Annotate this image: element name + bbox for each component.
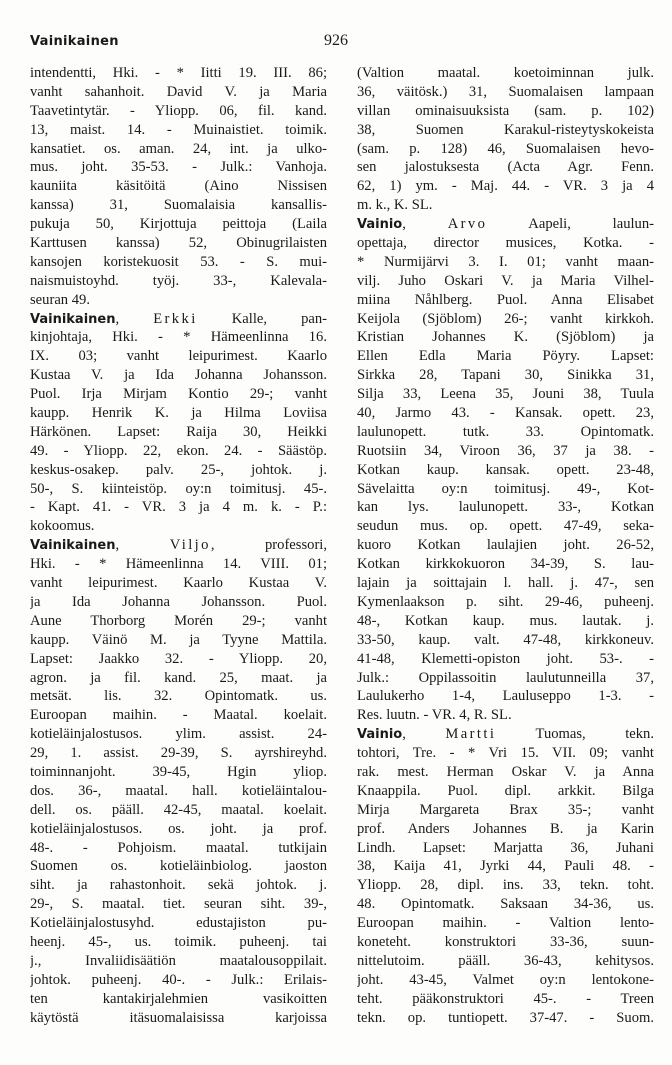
text-line <box>357 574 654 593</box>
text-line <box>30 782 327 801</box>
text-line <box>30 272 327 291</box>
line-text: (sam. p. 128) 46, Suomalaisen hevo- <box>357 140 654 157</box>
line-text: lajain ja soittajain l. hall. j. 47-, sen <box>357 575 654 592</box>
line-text: agron. ja fil. kand. 25, maat. ja <box>30 669 327 686</box>
text-line <box>30 328 327 347</box>
text-line <box>357 196 654 215</box>
text-line <box>30 158 327 177</box>
line-text: Tuomas, tekn. <box>496 726 654 743</box>
text-line <box>30 612 327 631</box>
text-line <box>30 669 327 688</box>
text-line <box>357 650 654 669</box>
line-text: 38, Kaija 41, Jyrki 44, Pauli 48. - <box>357 858 654 875</box>
line-text: m. k., K. SL. <box>357 197 433 214</box>
text-line <box>357 215 654 234</box>
text-line <box>357 140 654 159</box>
text-line <box>30 990 327 1009</box>
line-text: teht. pääkonstruktori 45-. - Treen <box>357 990 654 1007</box>
line-text: Kotieläinjalostusyhd. edustajiston pu- <box>30 915 327 932</box>
text-line <box>30 64 327 83</box>
text-line <box>30 725 327 744</box>
text-line <box>30 517 327 536</box>
text-line <box>357 857 654 876</box>
line-text: Ellen Edla Maria Pöyry. Lapset: <box>357 348 654 365</box>
line-text: miina Nåhlberg. Puol. Anna Elisabet <box>357 291 654 308</box>
text-line <box>357 404 654 423</box>
line-text: Karttusen kanssa) 52, Obinugrilaisten <box>30 235 327 252</box>
text-line <box>30 404 327 423</box>
line-text: Euroopan maihin. - Valtion lento- <box>357 915 654 932</box>
line-text: dell. os. pääll. 42-45, maatal. koelait. <box>30 801 327 818</box>
line-text: kaupp. Väinö M. ja Tyyne Mattila. <box>30 631 327 648</box>
entry-surname: Vainio <box>357 217 403 233</box>
text-line <box>30 1009 327 1028</box>
text-line <box>357 782 654 801</box>
text-line <box>357 669 654 688</box>
line-text: 40, Jarmo 43. - Kansak. opett. 23, <box>357 405 654 422</box>
text-line <box>357 347 654 366</box>
line-text: kuoro Kotkan laulajien joht. 26-52, <box>357 537 654 554</box>
text-line <box>357 631 654 650</box>
line-text: Aapeli, laulun- <box>487 216 654 233</box>
line-text: kansatiet. os. aman. 24, int. ja ulko- <box>30 140 327 157</box>
text-line <box>357 291 654 310</box>
text-line <box>357 64 654 83</box>
line-text: koneteht. konstruktori 33-36, suun- <box>357 933 654 950</box>
text-line <box>357 895 654 914</box>
text-line <box>30 347 327 366</box>
line-text: Knaappila. Puol. dipl. arkkit. Bilga <box>357 782 654 799</box>
line-text: kotieläinjalostusos. ylim. assist. 24- <box>30 726 327 743</box>
text-line <box>30 914 327 933</box>
line-text: IX. 03; vanht leipurimest. Kaarlo <box>30 348 327 365</box>
left-column <box>30 64 327 1027</box>
text-line <box>30 574 327 593</box>
line-text: vanht leipurimest. Kaarlo Kustaa V. <box>30 575 327 592</box>
line-text: heenj. 45-, us. toimik. puheenj. tai <box>30 933 327 950</box>
text-line <box>30 234 327 253</box>
line-text: villan ominaisuuksista (sam. p. 102) <box>357 102 654 119</box>
text-line <box>357 366 654 385</box>
line-text: Res. luutn. - VR. 4, R. SL. <box>357 707 512 724</box>
line-text: kauniita käsitöitä (Aino Nissisen <box>30 178 327 195</box>
line-text: Silja 33, Leena 35, Jouni 38, Tuula <box>357 386 654 403</box>
text-line <box>30 498 327 517</box>
line-text: mus. joht. 35-53. - Julk.: Vanhoja. <box>30 159 327 176</box>
text-line <box>30 536 327 555</box>
line-text: ja Ida Johanna Johansson. Puol. <box>30 593 327 610</box>
line-text: Kotkan kaup. kansak. opett. 23-48, <box>357 461 654 478</box>
text-line <box>357 990 654 1009</box>
line-text: metsät. lis. 32. Opintomatk. us. <box>30 688 327 705</box>
line-text: Kalle, pan- <box>197 310 327 327</box>
line-text: opettaja, director musices, Kotka. - <box>357 235 654 252</box>
line-text: kansojen koristekuosit 53. - S. mui- <box>30 253 327 270</box>
entry-surname: Vainio <box>357 727 403 743</box>
text-line <box>30 801 327 820</box>
text-line <box>30 423 327 442</box>
text-line <box>357 952 654 971</box>
text-line <box>30 650 327 669</box>
text-line <box>357 820 654 839</box>
text-line <box>357 517 654 536</box>
line-text: tekn. op. tuntiopett. 37-47. - Suom. <box>357 1009 654 1026</box>
right-column <box>357 64 654 1027</box>
text-line <box>357 706 654 725</box>
line-text: johtok. puheenj. 40-. - Julk.: Erilais- <box>30 971 327 988</box>
text-line <box>357 536 654 555</box>
text-line <box>357 725 654 744</box>
line-text: 41-48, Klemetti-opiston joht. 53-. - <box>357 650 654 667</box>
line-text: Kotkan kirkkokuoron 34-39, S. lau- <box>357 556 654 573</box>
text-line <box>357 253 654 272</box>
line-text: Hki. - * Hämeenlinna 14. VIII. 01; <box>30 556 327 573</box>
text-line <box>357 763 654 782</box>
text-line <box>30 971 327 990</box>
text-line <box>30 177 327 196</box>
text-line <box>30 121 327 140</box>
line-text: Keijola (Sjöblom) 26-; vanht kirkkoh. <box>357 310 654 327</box>
text-line <box>30 687 327 706</box>
text-line <box>357 612 654 631</box>
running-head: Vainikainen <box>30 34 119 49</box>
line-text: vilj. Juho Oskari V. ja Maria Vilhel- <box>357 272 654 289</box>
text-line <box>30 895 327 914</box>
text-line <box>357 555 654 574</box>
entry-given-name: Erkki <box>153 310 198 327</box>
line-text: naismuistoyhd. työj. 33-, Kalevala- <box>30 272 327 289</box>
line-text: Yliopp. 28, dipl. ins. 33, tekn. toht. <box>357 877 654 894</box>
line-text: , <box>402 216 448 233</box>
line-text: Sirkka 28, Tapani 30, Sinikka 31, <box>357 367 654 384</box>
text-line <box>30 820 327 839</box>
line-text: 13, maist. 14. - Muinaistiet. toimik. <box>30 121 327 138</box>
text-line <box>30 215 327 234</box>
text-line <box>357 801 654 820</box>
line-text: 50-, S. kiinteistöp. oy:n toimitusj. 45-. <box>30 480 327 497</box>
text-line <box>30 763 327 782</box>
text-line <box>30 952 327 971</box>
text-line <box>357 593 654 612</box>
line-text: Lapset: Jaakko 32. - Yliopp. 20, <box>30 650 327 667</box>
line-text: , professori, <box>210 537 327 554</box>
text-line <box>357 839 654 858</box>
text-line <box>357 83 654 102</box>
text-line <box>30 310 327 329</box>
text-line <box>30 593 327 612</box>
line-text: , <box>115 310 154 327</box>
text-line <box>357 158 654 177</box>
text-line <box>357 1009 654 1028</box>
line-text: 36, väitösk.) 31, Suomalaisen lampaan <box>357 83 654 100</box>
line-text: rak. mest. Herman Oskar V. ja Anna <box>357 763 654 780</box>
line-text: seuran 49. <box>30 291 90 308</box>
line-text: Ruotsiin 34, Viroon 36, 37 ja 38. - <box>357 442 654 459</box>
line-text: nittelutoim. pääll. 36-43, kehitysos. <box>357 952 654 969</box>
line-text: Sävelaitta oy:n toimitusj. 49-, Kot- <box>357 480 654 497</box>
line-text: tohtori, Tre. - * Vri 15. VII. 09; vanht <box>357 745 654 762</box>
text-line <box>357 310 654 329</box>
line-text: , <box>402 726 446 743</box>
line-text: (Valtion maatal. koetoiminnan julk. <box>357 65 654 81</box>
text-line <box>357 876 654 895</box>
text-line <box>30 291 327 310</box>
entry-given-name: Martti <box>445 726 497 743</box>
line-text: , <box>115 537 170 554</box>
text-line <box>30 744 327 763</box>
line-text: prof. Anders Johannes B. ja Karin <box>357 820 654 837</box>
text-line <box>357 933 654 952</box>
line-text: vanht sahanhoit. David V. ja Maria <box>30 83 327 100</box>
text-line <box>357 234 654 253</box>
line-text: 29, 1. assist. 29-39, S. ayrshireyhd. <box>30 745 327 762</box>
text-line <box>357 480 654 499</box>
line-text: Suomen os. kotieläinbiolog. jaoston <box>30 858 327 875</box>
text-line <box>357 102 654 121</box>
line-text: Aune Thorborg Morén 29-; vanht <box>30 612 327 629</box>
text-line <box>30 631 327 650</box>
text-line <box>357 687 654 706</box>
line-text: intendentti, Hki. - * Iitti 19. III. 86; <box>30 65 327 81</box>
text-line <box>30 839 327 858</box>
line-text: Lindh. Lapset: Marjatta 36, Juhani <box>357 839 654 856</box>
text-line <box>30 555 327 574</box>
line-text: kokoomus. <box>30 518 95 535</box>
entry-surname: Vainikainen <box>30 538 116 554</box>
text-line <box>357 423 654 442</box>
line-text: sen jalostuksesta (Acta Agr. Fenn. <box>357 159 654 176</box>
line-text: dos. 36-, maatal. hall. kotieläintalou- <box>30 782 327 799</box>
entry-given-name: Viljo <box>169 537 211 554</box>
line-text: laulunopett. tutk. 33. Opintomatk. <box>357 423 654 440</box>
text-line <box>30 480 327 499</box>
text-line <box>30 140 327 159</box>
line-text: Euroopan maihin. - Maatal. koelait. <box>30 707 327 724</box>
line-text: seudun mus. op. opett. 47-49, seka- <box>357 518 654 535</box>
line-text: 48-, Kotkan kaup. mus. lautak. j. <box>357 612 654 629</box>
line-text: käytöstä itäsuomalaisissa karjoissa <box>30 1009 327 1026</box>
line-text: Taavetintytär. - Yliopp. 06, fil. kand. <box>30 102 327 119</box>
line-text: kinjohtaja, Hki. - * Hämeenlinna 16. <box>30 329 327 346</box>
line-text: - Kapt. 41. - VR. 3 ja 4 m. k. - P.: <box>30 499 327 516</box>
entry-given-name: Arvo <box>447 216 488 233</box>
text-line <box>30 196 327 215</box>
line-text: pukuja 50, Kirjottuja peittoja (Laila <box>30 216 327 233</box>
line-text: Mirja Margareta Brax 35-; vanht <box>357 801 654 818</box>
page-number: 926 <box>324 32 348 49</box>
line-text: keskus-osakep. palv. 25-, johtok. j. <box>30 461 327 478</box>
line-text: Kymenlaakson p. siht. 29-46, puheenj. <box>357 593 654 610</box>
text-line <box>357 914 654 933</box>
line-text: joht. 43-45, Valmet oy:n lentokone- <box>357 971 654 988</box>
text-line <box>30 83 327 102</box>
line-text: Kustaa V. ja Ida Johanna Johansson. <box>30 367 327 384</box>
text-line <box>30 442 327 461</box>
line-text: 33-50, kaup. valt. 47-48, kirkkoneuv. <box>357 631 654 648</box>
text-line <box>357 498 654 517</box>
line-text: Laulukerho 1-4, Lauluseppo 1-3. - <box>357 688 654 705</box>
line-text: ten kantakirjalehmien vasikoitten <box>30 990 327 1007</box>
line-text: kan lys. laulunopett. 33-, Kotkan <box>357 499 654 516</box>
line-text: 48. Opintomatk. Saksaan 34-36, us. <box>357 896 654 913</box>
line-text: 48-. - Pohjoism. maatal. tutkijain <box>30 839 327 856</box>
line-text: kaupp. Henrik K. ja Hilma Loviisa <box>30 405 327 422</box>
line-text: 49. - Yliopp. 22, ekon. 24. - Säästöp. <box>30 442 327 459</box>
text-line <box>357 121 654 140</box>
text-line <box>357 461 654 480</box>
text-line <box>30 366 327 385</box>
text-line <box>30 461 327 480</box>
text-line <box>30 857 327 876</box>
line-text: toiminnanjoht. 39-45, Hgin yliop. <box>30 763 327 780</box>
line-text: Kristian Johannes K. (Sjöblom) ja <box>357 329 654 346</box>
entry-surname: Vainikainen <box>30 311 116 327</box>
line-text: Julk.: Oppilassoitin laulutunneilla 37, <box>357 669 654 686</box>
line-text: 29-, S. maatal. tiet. seuran siht. 39-, <box>30 896 327 913</box>
line-text: 62, 1) ym. - Maj. 44. - VR. 3 ja 4 <box>357 178 654 195</box>
text-line <box>357 971 654 990</box>
text-line <box>30 385 327 404</box>
text-line <box>30 876 327 895</box>
text-line <box>357 272 654 291</box>
text-line <box>30 933 327 952</box>
line-text: j., Invaliidisäätiön maatalousoppilait. <box>30 952 327 969</box>
line-text: 38, Suomen Karakul-risteytyskokeista <box>357 121 654 138</box>
text-line <box>30 253 327 272</box>
text-line <box>357 385 654 404</box>
line-text: siht. ja rahastonhoit. sekä johtok. j. <box>30 877 327 894</box>
line-text: kanssa) 31, Suomalaisia kansallis- <box>30 197 327 214</box>
text-line <box>30 102 327 121</box>
text-line <box>357 744 654 763</box>
text-line <box>357 442 654 461</box>
line-text: * Nurmijärvi 3. I. 01; vanht maan- <box>357 253 654 270</box>
text-line <box>357 177 654 196</box>
line-text: Härkönen. Lapset: Raija 30, Heikki <box>30 423 327 440</box>
line-text: kotieläinjalostusos. os. joht. ja prof. <box>30 820 327 837</box>
line-text: Puol. Irja Mirjam Kontio 29-; vanht <box>30 386 327 403</box>
text-line <box>357 328 654 347</box>
text-line <box>30 706 327 725</box>
